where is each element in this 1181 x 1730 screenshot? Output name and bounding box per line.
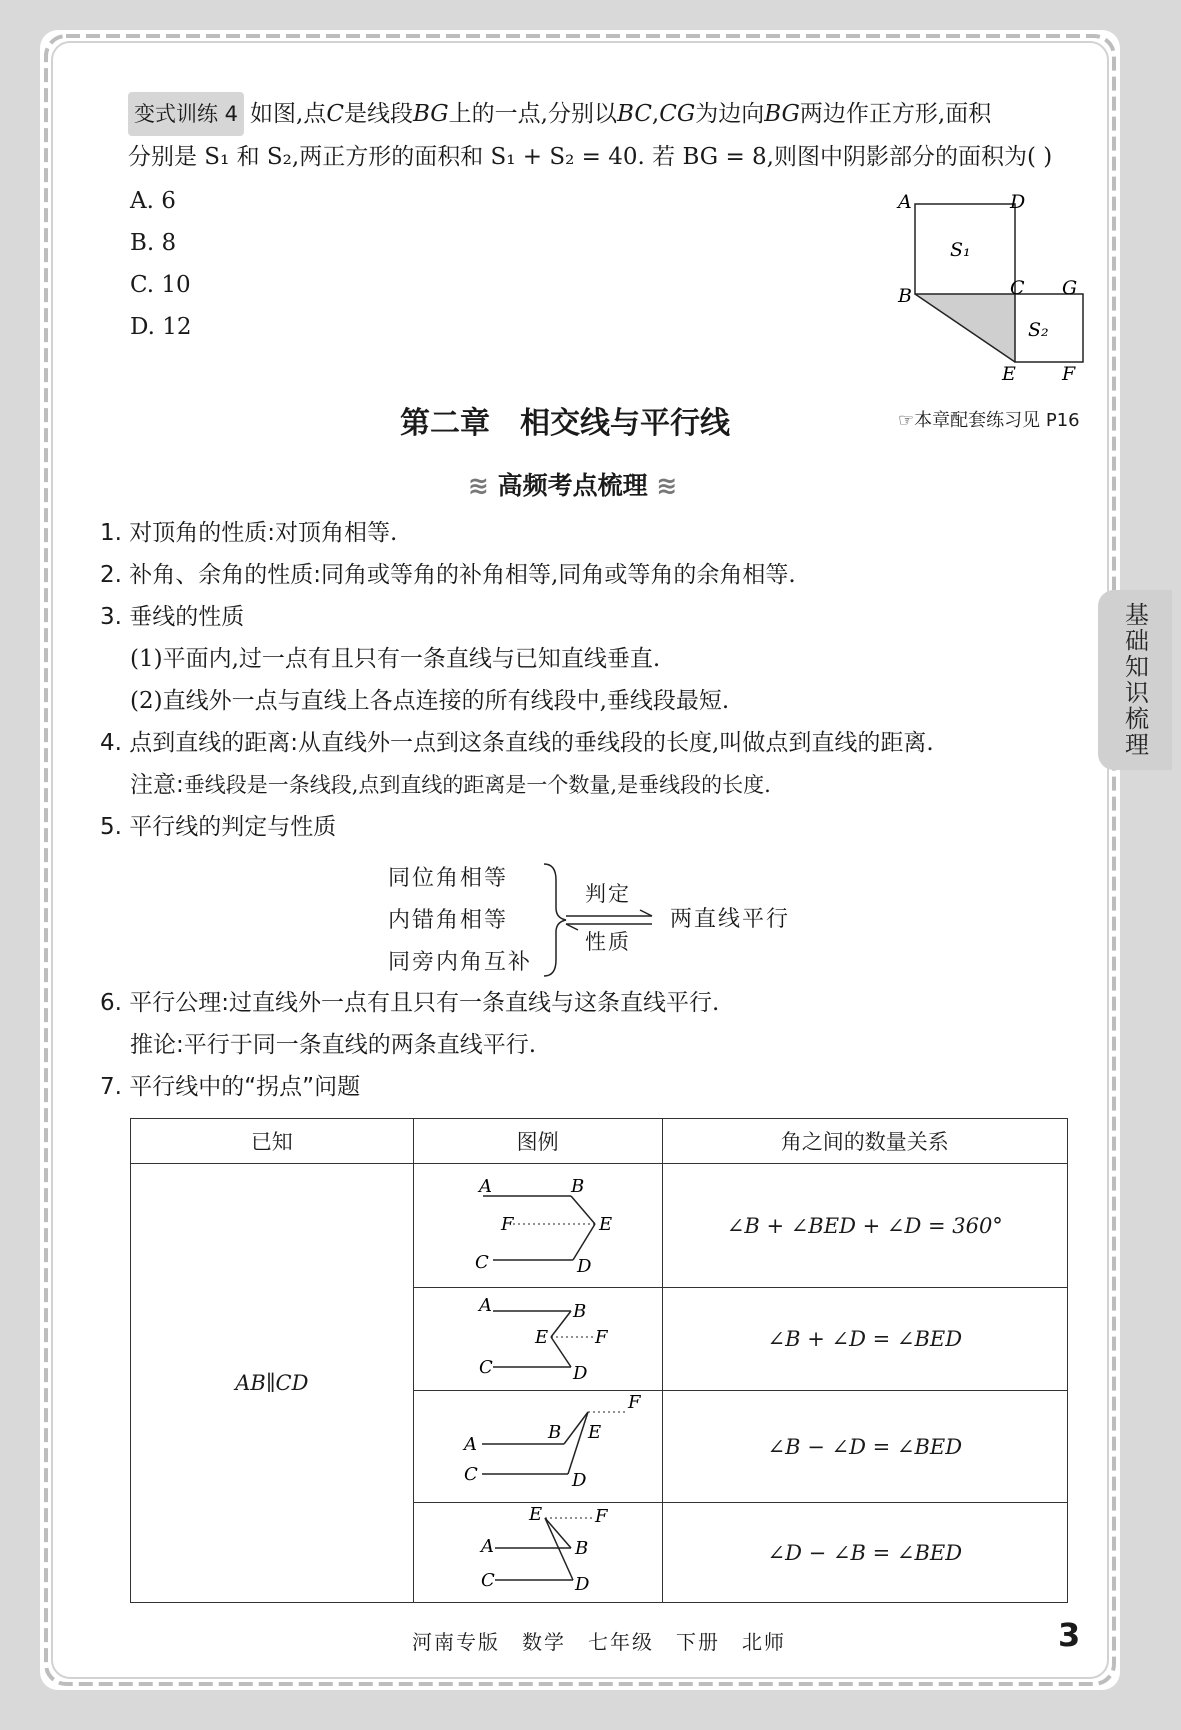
fig1-label: B xyxy=(570,1176,584,1197)
corollary-text: 平行于同一条直线的两条直线平行. xyxy=(183,1032,537,1058)
label-s2: S₂ xyxy=(1028,319,1049,341)
item-6-corollary xyxy=(130,1024,536,1066)
text: 是线段 xyxy=(343,101,413,127)
known-cell: AB∥CD xyxy=(131,1164,414,1603)
item-6-text: 过直线外一点有且只有一条直线与这条直线平行. xyxy=(229,990,720,1016)
fig2-label: D xyxy=(572,1363,588,1384)
chapter-ref xyxy=(898,406,1080,432)
label-c: C xyxy=(1010,277,1025,299)
label-g: G xyxy=(1062,277,1078,299)
wave-icon: ≋ xyxy=(656,471,678,500)
footer-text: 河南专版 数学 七年级 下册 北师 xyxy=(412,1630,786,1654)
item-4-text: 从直线外一点到这条直线的垂线段的长度,叫做点到直线的距离. xyxy=(298,730,934,756)
section-title xyxy=(468,466,677,502)
side-tab: 基础知识梳理 xyxy=(1098,590,1172,770)
item-3-sub1: (1)平面内,过一点有且只有一条直线与已知直线垂直. xyxy=(130,646,661,672)
item-1-title: 1. 对顶角的性质: xyxy=(100,520,276,546)
fig2-label: A xyxy=(478,1295,492,1316)
option-b: B. 8 xyxy=(130,230,177,256)
header-relation: 角之间的数量关系 xyxy=(662,1119,1067,1164)
wave-icon: ≋ xyxy=(468,471,489,500)
relation-4: ∠D − ∠B = ∠BED xyxy=(662,1503,1067,1603)
chapter-ref-text: 本章配套练习见 P16 xyxy=(914,410,1080,431)
relation-2: ∠B + ∠D = ∠BED xyxy=(662,1288,1067,1391)
item-7 xyxy=(100,1066,360,1108)
label-a: A xyxy=(898,191,912,213)
fig1-label: D xyxy=(576,1256,592,1277)
section-title-text: 高频考点梳理 xyxy=(497,471,648,500)
fig4-label: F xyxy=(594,1506,608,1527)
fig4-label: A xyxy=(480,1536,494,1557)
arrow-prop-head xyxy=(566,924,578,930)
item-4-note xyxy=(130,764,771,806)
relation-3: ∠B − ∠D = ∠BED xyxy=(662,1391,1067,1503)
figure-cell xyxy=(413,1391,662,1503)
label-f: F xyxy=(1062,363,1076,385)
note-title: 注意: xyxy=(130,772,184,798)
text: BC xyxy=(616,101,652,127)
fig4-label: B xyxy=(574,1538,588,1559)
figure-1 xyxy=(453,1168,623,1278)
condition-2: 内错角相等 xyxy=(388,908,509,933)
text: C xyxy=(326,101,344,127)
header-figure: 图例 xyxy=(413,1119,662,1164)
fig2-label: C xyxy=(478,1357,493,1378)
exercise-tag: 变式训练 4 xyxy=(128,92,244,136)
figure-cell xyxy=(413,1503,662,1603)
fig3-label: E xyxy=(587,1422,601,1443)
chapter-title: 第二章 相交线与平行线 xyxy=(400,406,730,441)
table-header-row xyxy=(131,1119,1068,1164)
item-1 xyxy=(100,512,397,554)
squares-figure xyxy=(890,180,1090,390)
item-4 xyxy=(100,722,934,764)
text: 两边作正方形,面积 xyxy=(799,101,992,127)
fig3-label: C xyxy=(463,1464,478,1485)
fig4-label: E xyxy=(528,1504,542,1525)
condition-3: 同旁内角互补 xyxy=(388,950,533,975)
fig3-label: F xyxy=(627,1392,641,1413)
fig3-label: B xyxy=(547,1422,561,1443)
option-a: A. 6 xyxy=(130,188,176,214)
item-5 xyxy=(100,806,336,848)
fig3-label: D xyxy=(571,1470,587,1491)
fig2-label: E xyxy=(534,1327,548,1348)
text: 如图,点 xyxy=(250,101,327,127)
result-label: 两直线平行 xyxy=(670,907,791,932)
square-s2 xyxy=(1015,294,1083,362)
text: , xyxy=(651,101,660,127)
text: 上的一点,分别以 xyxy=(448,101,617,127)
label-s1: S₁ xyxy=(950,239,971,261)
fig2-label: B xyxy=(572,1301,586,1322)
option-c: C. 10 xyxy=(130,272,191,298)
right-brace xyxy=(544,864,566,976)
item-6 xyxy=(100,982,719,1024)
item-3-sub2: (2)直线外一点与直线上各点连接的所有线段中,垂线段最短. xyxy=(130,688,730,714)
fig1-label: F xyxy=(500,1214,514,1235)
figure-cell xyxy=(413,1164,662,1288)
fig1-label: E xyxy=(598,1214,612,1235)
figure-3 xyxy=(438,1392,641,1494)
arrow-judge-head xyxy=(640,910,652,916)
label-d: D xyxy=(1010,191,1026,213)
relation-1: ∠B + ∠BED + ∠D = 360° xyxy=(662,1164,1067,1288)
item-2-title: 2. 补角、余角的性质: xyxy=(100,562,322,588)
label-b: B xyxy=(898,285,912,307)
item-7-title: 7. 平行线中的“拐点”问题 xyxy=(100,1074,361,1100)
item-2 xyxy=(100,554,796,596)
item-5-title: 5. 平行线的判定与性质 xyxy=(100,814,337,840)
text: 为边向 xyxy=(695,101,765,127)
prop-label: 性质 xyxy=(585,930,631,954)
header-known: 已知 xyxy=(131,1119,414,1164)
fig4-label: C xyxy=(480,1570,495,1591)
fig1-label: A xyxy=(478,1176,492,1197)
turning-point-table xyxy=(130,1118,1068,1603)
fig3-label: A xyxy=(463,1434,477,1455)
judge-label: 判定 xyxy=(585,882,631,906)
text: BG xyxy=(412,101,449,127)
condition-list xyxy=(388,858,532,984)
fig1-label: C xyxy=(474,1252,489,1273)
note-text: 垂线段是一条线段,点到直线的距离是一个数量,是垂线段的长度. xyxy=(183,773,771,797)
item-2-text: 同角或等角的补角相等,同角或等角的余角相等. xyxy=(321,562,796,588)
option-d: D. 12 xyxy=(130,314,192,340)
item-3-title: 3. 垂线的性质 xyxy=(100,604,245,630)
corollary-title: 推论: xyxy=(130,1032,184,1058)
fig2-label: F xyxy=(594,1327,608,1348)
condition-1: 同位角相等 xyxy=(388,866,509,891)
page-number: 3 xyxy=(1058,1616,1081,1654)
fig4-label: D xyxy=(574,1574,590,1595)
text: CG xyxy=(659,101,696,127)
exercise-line2: 分别是 S₁ 和 S₂,两正方形的面积和 S₁ + S₂ = 40. 若 BG = 8,则图中阴影部分的面积为( ) xyxy=(128,144,1053,170)
item-4-title: 4. 点到直线的距离: xyxy=(100,730,299,756)
item-1-text: 对顶角相等. xyxy=(275,520,398,546)
item-6-title: 6. 平行公理: xyxy=(100,990,230,1016)
figure-cell xyxy=(413,1288,662,1391)
exercise-line1 xyxy=(128,92,991,136)
item-3 xyxy=(100,596,244,638)
figure-2 xyxy=(453,1289,623,1384)
figure-4 xyxy=(453,1504,623,1596)
label-e: E xyxy=(1002,363,1016,385)
pointing-hand-icon: ☞ xyxy=(898,410,915,431)
text: BG xyxy=(764,101,800,127)
table-row xyxy=(131,1164,1068,1288)
